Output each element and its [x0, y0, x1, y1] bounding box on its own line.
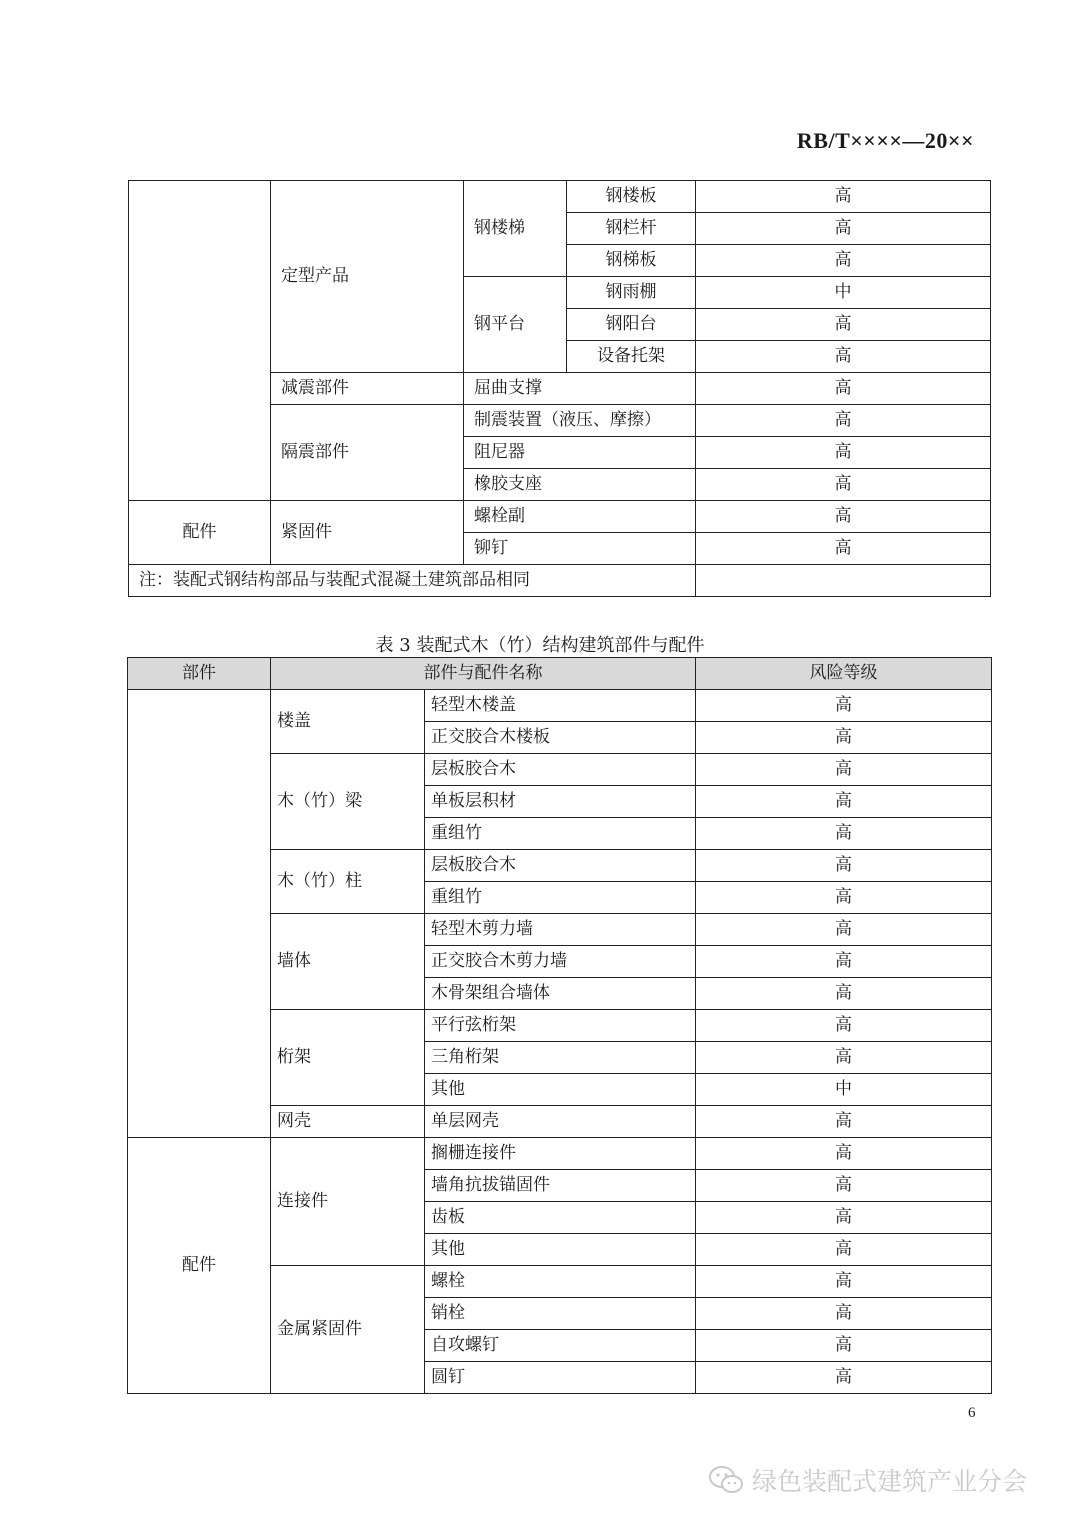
risk-level: 高 [696, 690, 992, 722]
table-timber-structure [127, 657, 992, 1394]
risk-level: 高 [696, 1330, 992, 1362]
item-name: 橡胶支座 [464, 469, 696, 501]
item-name: 木骨架组合墙体 [425, 978, 696, 1010]
item-name: 单层网壳 [425, 1106, 696, 1138]
item-name: 钢梯板 [567, 245, 696, 277]
item-name: 自攻螺钉 [425, 1330, 696, 1362]
risk-level: 高 [696, 1138, 992, 1170]
item-name: 重组竹 [425, 818, 696, 850]
item-name: 三角桁架 [425, 1042, 696, 1074]
group-label: 网壳 [271, 1106, 425, 1138]
risk-level: 高 [696, 818, 992, 850]
item-name: 螺栓 [425, 1266, 696, 1298]
item-name: 设备托架 [567, 341, 696, 373]
risk-level: 高 [696, 405, 991, 437]
item-name: 正交胶合木剪力墙 [425, 946, 696, 978]
risk-level: 高 [696, 437, 991, 469]
group-label: 墙体 [271, 914, 425, 1010]
empty-cell [696, 565, 991, 597]
item-name: 铆钉 [464, 533, 696, 565]
header-component: 部件 [128, 658, 271, 690]
watermark [708, 1462, 1027, 1498]
risk-level: 中 [696, 1074, 992, 1106]
risk-level: 高 [696, 341, 991, 373]
risk-level: 高 [696, 1362, 992, 1394]
group-label: 紧固件 [271, 501, 464, 565]
item-name: 层板胶合木 [425, 754, 696, 786]
table-note: 注：装配式钢结构部品与装配式混凝土建筑部品相同 [129, 565, 696, 597]
item-name: 其他 [425, 1074, 696, 1106]
risk-level: 高 [696, 850, 992, 882]
group-label: 金属紧固件 [271, 1266, 425, 1394]
item-name: 层板胶合木 [425, 850, 696, 882]
item-name: 轻型木楼盖 [425, 690, 696, 722]
risk-level: 高 [696, 946, 992, 978]
risk-level: 高 [696, 786, 992, 818]
risk-level: 高 [696, 1106, 992, 1138]
item-name: 销栓 [425, 1298, 696, 1330]
empty-category-cell [128, 690, 271, 1138]
table-caption: 表 3 装配式木（竹）结构建筑部件与配件 [375, 635, 705, 656]
risk-level: 高 [696, 501, 991, 533]
risk-level: 高 [696, 882, 992, 914]
table-row [129, 501, 991, 533]
table-row [129, 181, 991, 213]
watermark-text: 绿色装配式建筑产业分会 [752, 1467, 1028, 1496]
header-name: 部件与配件名称 [271, 658, 696, 690]
item-name: 其他 [425, 1234, 696, 1266]
risk-level: 高 [696, 469, 991, 501]
risk-level: 高 [696, 245, 991, 277]
risk-level: 高 [696, 914, 992, 946]
subgroup-label: 钢平台 [464, 277, 567, 373]
item-name: 钢雨棚 [567, 277, 696, 309]
risk-level: 高 [696, 1042, 992, 1074]
item-name: 屈曲支撑 [464, 373, 696, 405]
item-name: 钢阳台 [567, 309, 696, 341]
group-label: 隔震部件 [271, 405, 464, 501]
item-name: 墙角抗拔锚固件 [425, 1170, 696, 1202]
risk-level: 高 [696, 309, 991, 341]
risk-level: 高 [696, 1202, 992, 1234]
item-name: 正交胶合木楼板 [425, 722, 696, 754]
risk-level: 高 [696, 754, 992, 786]
item-name: 单板层积材 [425, 786, 696, 818]
item-name: 齿板 [425, 1202, 696, 1234]
wechat-icon [708, 1465, 744, 1495]
item-name: 重组竹 [425, 882, 696, 914]
table-header-row [128, 658, 992, 690]
risk-level: 高 [696, 533, 991, 565]
category-label: 配件 [129, 501, 271, 565]
risk-level: 高 [696, 1234, 992, 1266]
document-code: RB/T××××—20×× [796, 128, 974, 153]
item-name: 搁栅连接件 [425, 1138, 696, 1170]
empty-category-cell [129, 181, 271, 501]
item-name: 螺栓副 [464, 501, 696, 533]
risk-level: 高 [696, 1170, 992, 1202]
table-row [129, 565, 991, 597]
group-label: 定型产品 [271, 181, 464, 373]
risk-level: 高 [696, 1010, 992, 1042]
group-label: 连接件 [271, 1138, 425, 1266]
risk-level: 中 [696, 277, 991, 309]
table-steel-structure-continued [128, 180, 991, 597]
item-name: 圆钉 [425, 1362, 696, 1394]
item-name: 制震装置（液压、摩擦） [464, 405, 696, 437]
page-number: 6 [968, 1405, 976, 1421]
group-label: 减震部件 [271, 373, 464, 405]
risk-level: 高 [696, 1266, 992, 1298]
risk-level: 高 [696, 213, 991, 245]
item-name: 阻尼器 [464, 437, 696, 469]
header-risk: 风险等级 [696, 658, 992, 690]
item-name: 钢栏杆 [567, 213, 696, 245]
category-label: 配件 [128, 1138, 271, 1394]
table-row [128, 1138, 992, 1170]
table-row [128, 690, 992, 722]
item-name: 轻型木剪力墙 [425, 914, 696, 946]
subgroup-label: 钢楼梯 [464, 181, 567, 277]
group-label: 木（竹）柱 [271, 850, 425, 914]
group-label: 木（竹）梁 [271, 754, 425, 850]
risk-level: 高 [696, 978, 992, 1010]
risk-level: 高 [696, 181, 991, 213]
item-name: 钢楼板 [567, 181, 696, 213]
risk-level: 高 [696, 1298, 992, 1330]
group-label: 桁架 [271, 1010, 425, 1106]
risk-level: 高 [696, 722, 992, 754]
group-label: 楼盖 [271, 690, 425, 754]
item-name: 平行弦桁架 [425, 1010, 696, 1042]
risk-level: 高 [696, 373, 991, 405]
